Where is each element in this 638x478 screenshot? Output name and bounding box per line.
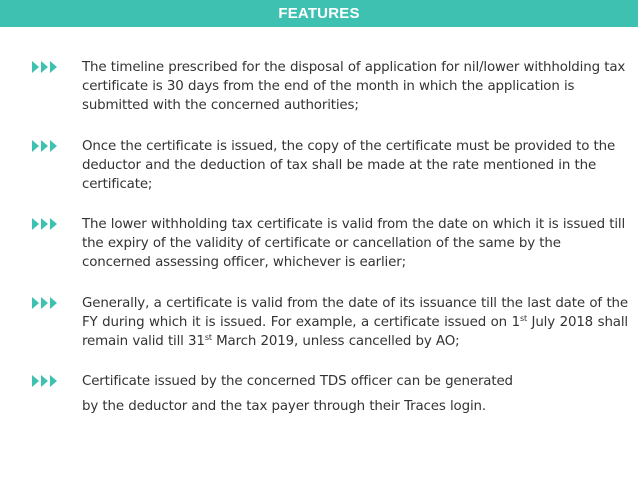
feature-text-part: Generally, a certificate is valid from the date of its issuance till the last date of the FY during which it is issued. For example, a certificate issued on 1 [82,296,628,330]
feature-text: Once the certificate is issued, the copy of the certificate must be provided to the deductor and the deduction of tax shall be made at the rate mentioned in the certificate; [82,139,616,192]
header-bar [0,0,638,27]
triple-chevron-right-icon [32,139,60,153]
triple-chevron-right-icon [32,296,60,310]
feature-text [82,372,628,416]
feature-text-part: March 2019, unless cancelled by AO; [211,334,460,349]
page-title: FEATURES [278,5,360,22]
triple-chevron-right-icon [32,374,60,388]
feature-text: The timeline prescribed for the disposal of application for nil/lower withholding tax certificate is 30 days from the end of the month in which the application is submitted with the concerned authorities; [82,60,626,113]
feature-text-line: by the deductor and the tax payer through their Traces login. [82,399,486,414]
feature-text-line: Certificate issued by the concerned TDS officer can be generated [82,374,513,389]
feature-text-part: July 2018 shall remain valid till 31 [82,315,628,349]
triple-chevron-right-icon [32,217,60,231]
feature-text [82,294,628,351]
ordinal-suffix: st [204,333,212,342]
triple-chevron-right-icon [32,60,60,74]
ordinal-suffix: st [519,314,527,323]
feature-text: The lower withholding tax certificate is valid from the date on which it is issued till the expiry of the validity of certificate or cancellation of the same by the concerned assessing officer, whichever is earlier; [82,217,626,270]
